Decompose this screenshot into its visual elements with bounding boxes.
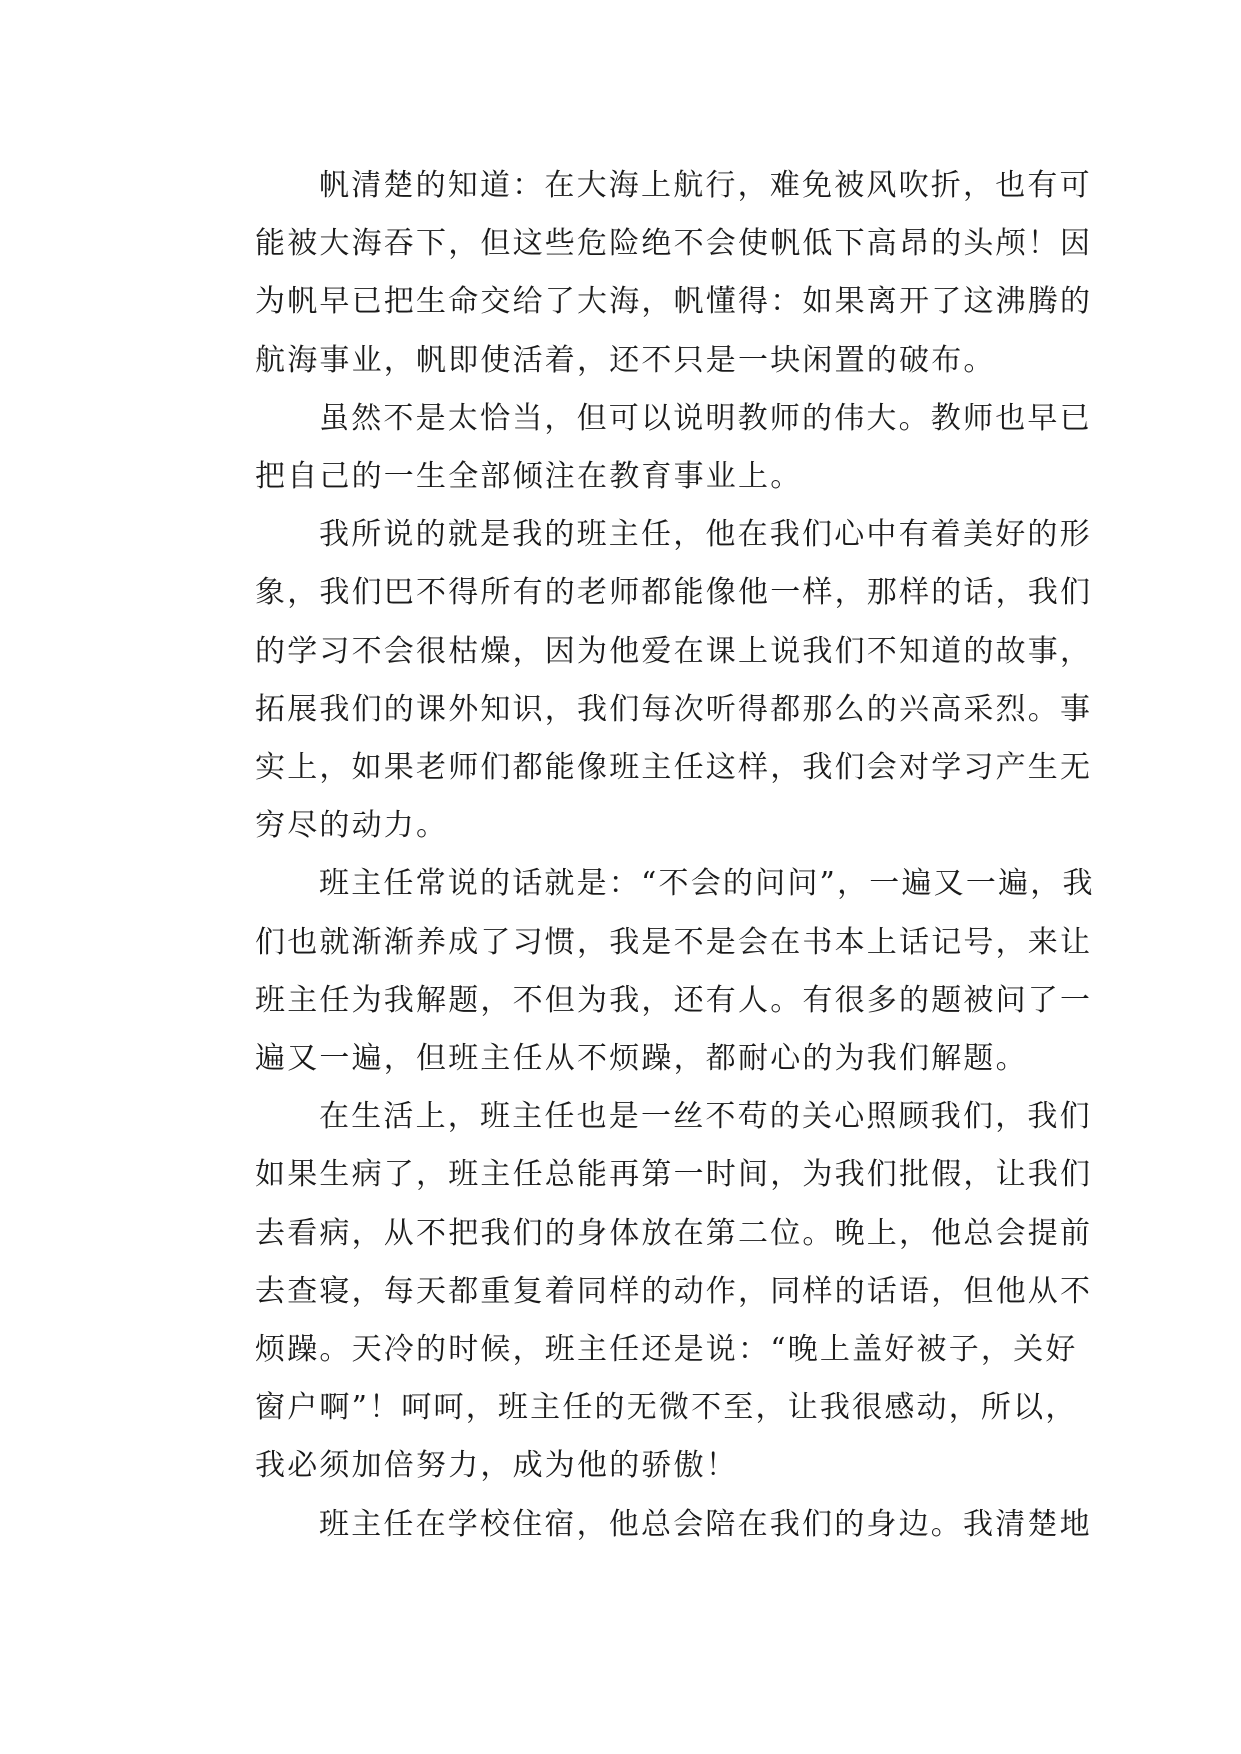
text-line: 在生活上，班主任也是一丝不苟的关心照顾我们，我们: [319, 1099, 1092, 1135]
text-line: 帆清楚的知道：在大海上航行，难免被风吹折，也有可: [319, 168, 1092, 203]
text-line: 能被大海吞下，但这些危险绝不会使帆低下高昂的头颅！因: [255, 226, 1093, 262]
text-line: 们也就渐渐养成了习惯，我是不是会在书本上话记号，来让: [255, 924, 1093, 960]
paragraph-teacher-greatness: [191, 390, 1092, 506]
text-line: 如果生病了，班主任总能再第一时间，为我们批假，让我们: [255, 1157, 1093, 1193]
paragraph-daily-care: [191, 1088, 1093, 1495]
text-line: 实上，如果老师们都能像班主任这样，我们会对学习产生无: [255, 750, 1093, 786]
text-line: 班主任为我解题，不但为我，还有人。有很多的题被问了一: [255, 982, 1093, 1018]
paragraph-sail: [191, 157, 1093, 390]
text-line: 烦躁。天冷的时候，班主任还是说：“晚上盖好被子，关好: [255, 1332, 1078, 1368]
text-line: 航海事业，帆即使活着，还不只是一块闲置的破布。: [255, 342, 996, 378]
text-line: 遍又一遍，但班主任从不烦躁，都耐心的为我们解题。: [255, 1041, 1028, 1077]
text-line: 我必须加倍努力，成为他的骄傲！: [255, 1448, 738, 1484]
paragraph-residence: [191, 1496, 1092, 1554]
text-line: 象，我们巴不得所有的老师都能像他一样，那样的话，我们: [255, 575, 1093, 611]
text-line: 拓展我们的课外知识，我们每次听得都那么的兴高采烈。事: [255, 691, 1093, 727]
text-line: 班主任在学校住宿，他总会陪在我们的身边。我清楚地: [319, 1506, 1092, 1542]
text-line: 虽然不是太恰当，但可以说明教师的伟大。教师也早已: [319, 400, 1092, 436]
document-body: [191, 157, 1095, 1554]
text-line: 把自己的一生全部倾注在教育事业上。: [255, 459, 803, 495]
text-line: 班主任常说的话就是：“不会的问问”，一遍又一遍，我: [319, 866, 1095, 902]
text-line: 穷尽的动力。: [255, 808, 449, 844]
text-line: 去查寝，每天都重复着同样的动作，同样的话语，但他从不: [255, 1273, 1093, 1309]
text-line: 去看病，从不把我们的身体放在第二位。晚上，他总会提前: [255, 1215, 1093, 1251]
text-line: 为帆早已把生命交给了大海，帆懂得：如果离开了这沸腾的: [255, 284, 1093, 320]
paragraph-head-teacher: [191, 506, 1093, 855]
paragraph-ask-questions: [191, 855, 1095, 1088]
text-line: 窗户啊”！呵呵，班主任的无微不至，让我很感动，所以，: [255, 1390, 1078, 1426]
text-line: 我所说的就是我的班主任，他在我们心中有着美好的形: [319, 517, 1092, 553]
text-line: 的学习不会很枯燥，因为他爱在课上说我们不知道的故事，: [255, 633, 1093, 669]
